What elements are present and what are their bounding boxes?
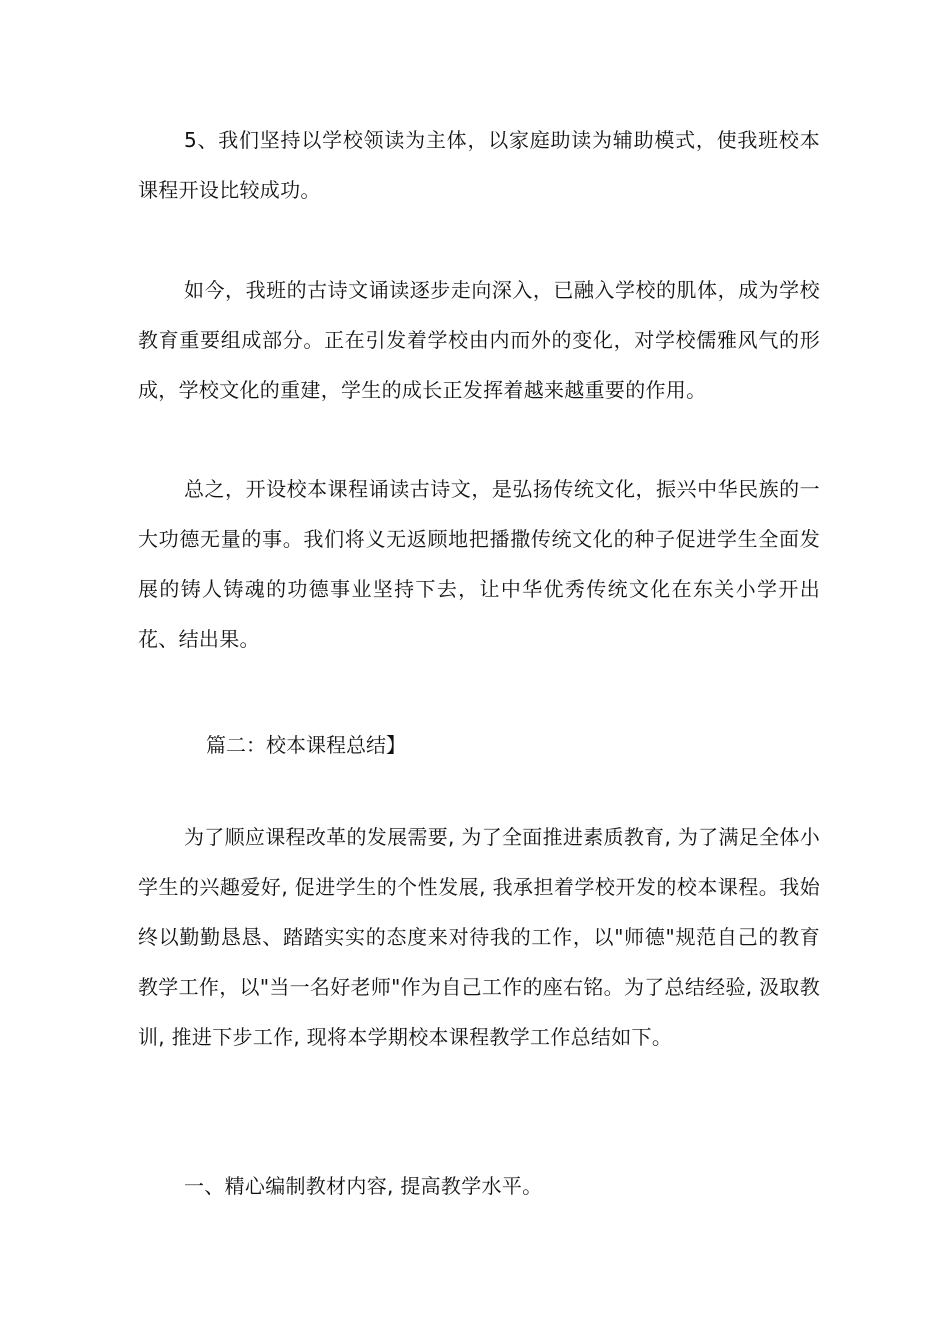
paragraph-3: 总之，开设校本课程诵读古诗文，是弘扬传统文化，振兴中华民族的一大功德无量的事。我们将义无返顾地把播撒传统文化的种子促进学生全面发展的铸人铸魂的功德事业坚持下去，让中华优秀传统文化在东关小学开出花、结出果。 bbox=[138, 477, 820, 651]
paragraph-intro: 为了顺应课程改革的发展需要, 为了全面推进素质教育, 为了满足全体小学生的兴趣爱好, 促进学生的个性发展, 我承担着学校开发的校本课程。我始终以勤勤恳恳、踏踏实实的态度来对待我的工作，以"师德"规范自己的教育教学工作，以"当一名好老师"作为自己工作的座右铭。为了总结经验, 汲取教训, 推进下步工作, 现将本学期校本课程教学工作总结如下。 bbox=[138, 825, 820, 1049]
paragraph-1: 5、我们坚持以学校领读为主体，以家庭助读为辅助模式，使我班校本课程开设比较成功。 bbox=[138, 128, 820, 202]
section-heading: 篇二：校本课程总结】 bbox=[206, 733, 406, 757]
paragraph-2: 如今，我班的古诗文诵读逐步走向深入，已融入学校的肌体，成为学校教育重要组成部分。正在引发着学校由内而外的变化，对学校儒雅风气的形成，学校文化的重建，学生的成长正发挥着越来越重要的作用。 bbox=[138, 278, 820, 402]
subheading-one: 一、精心编制教材内容, 提高教学水平。 bbox=[184, 1174, 543, 1198]
